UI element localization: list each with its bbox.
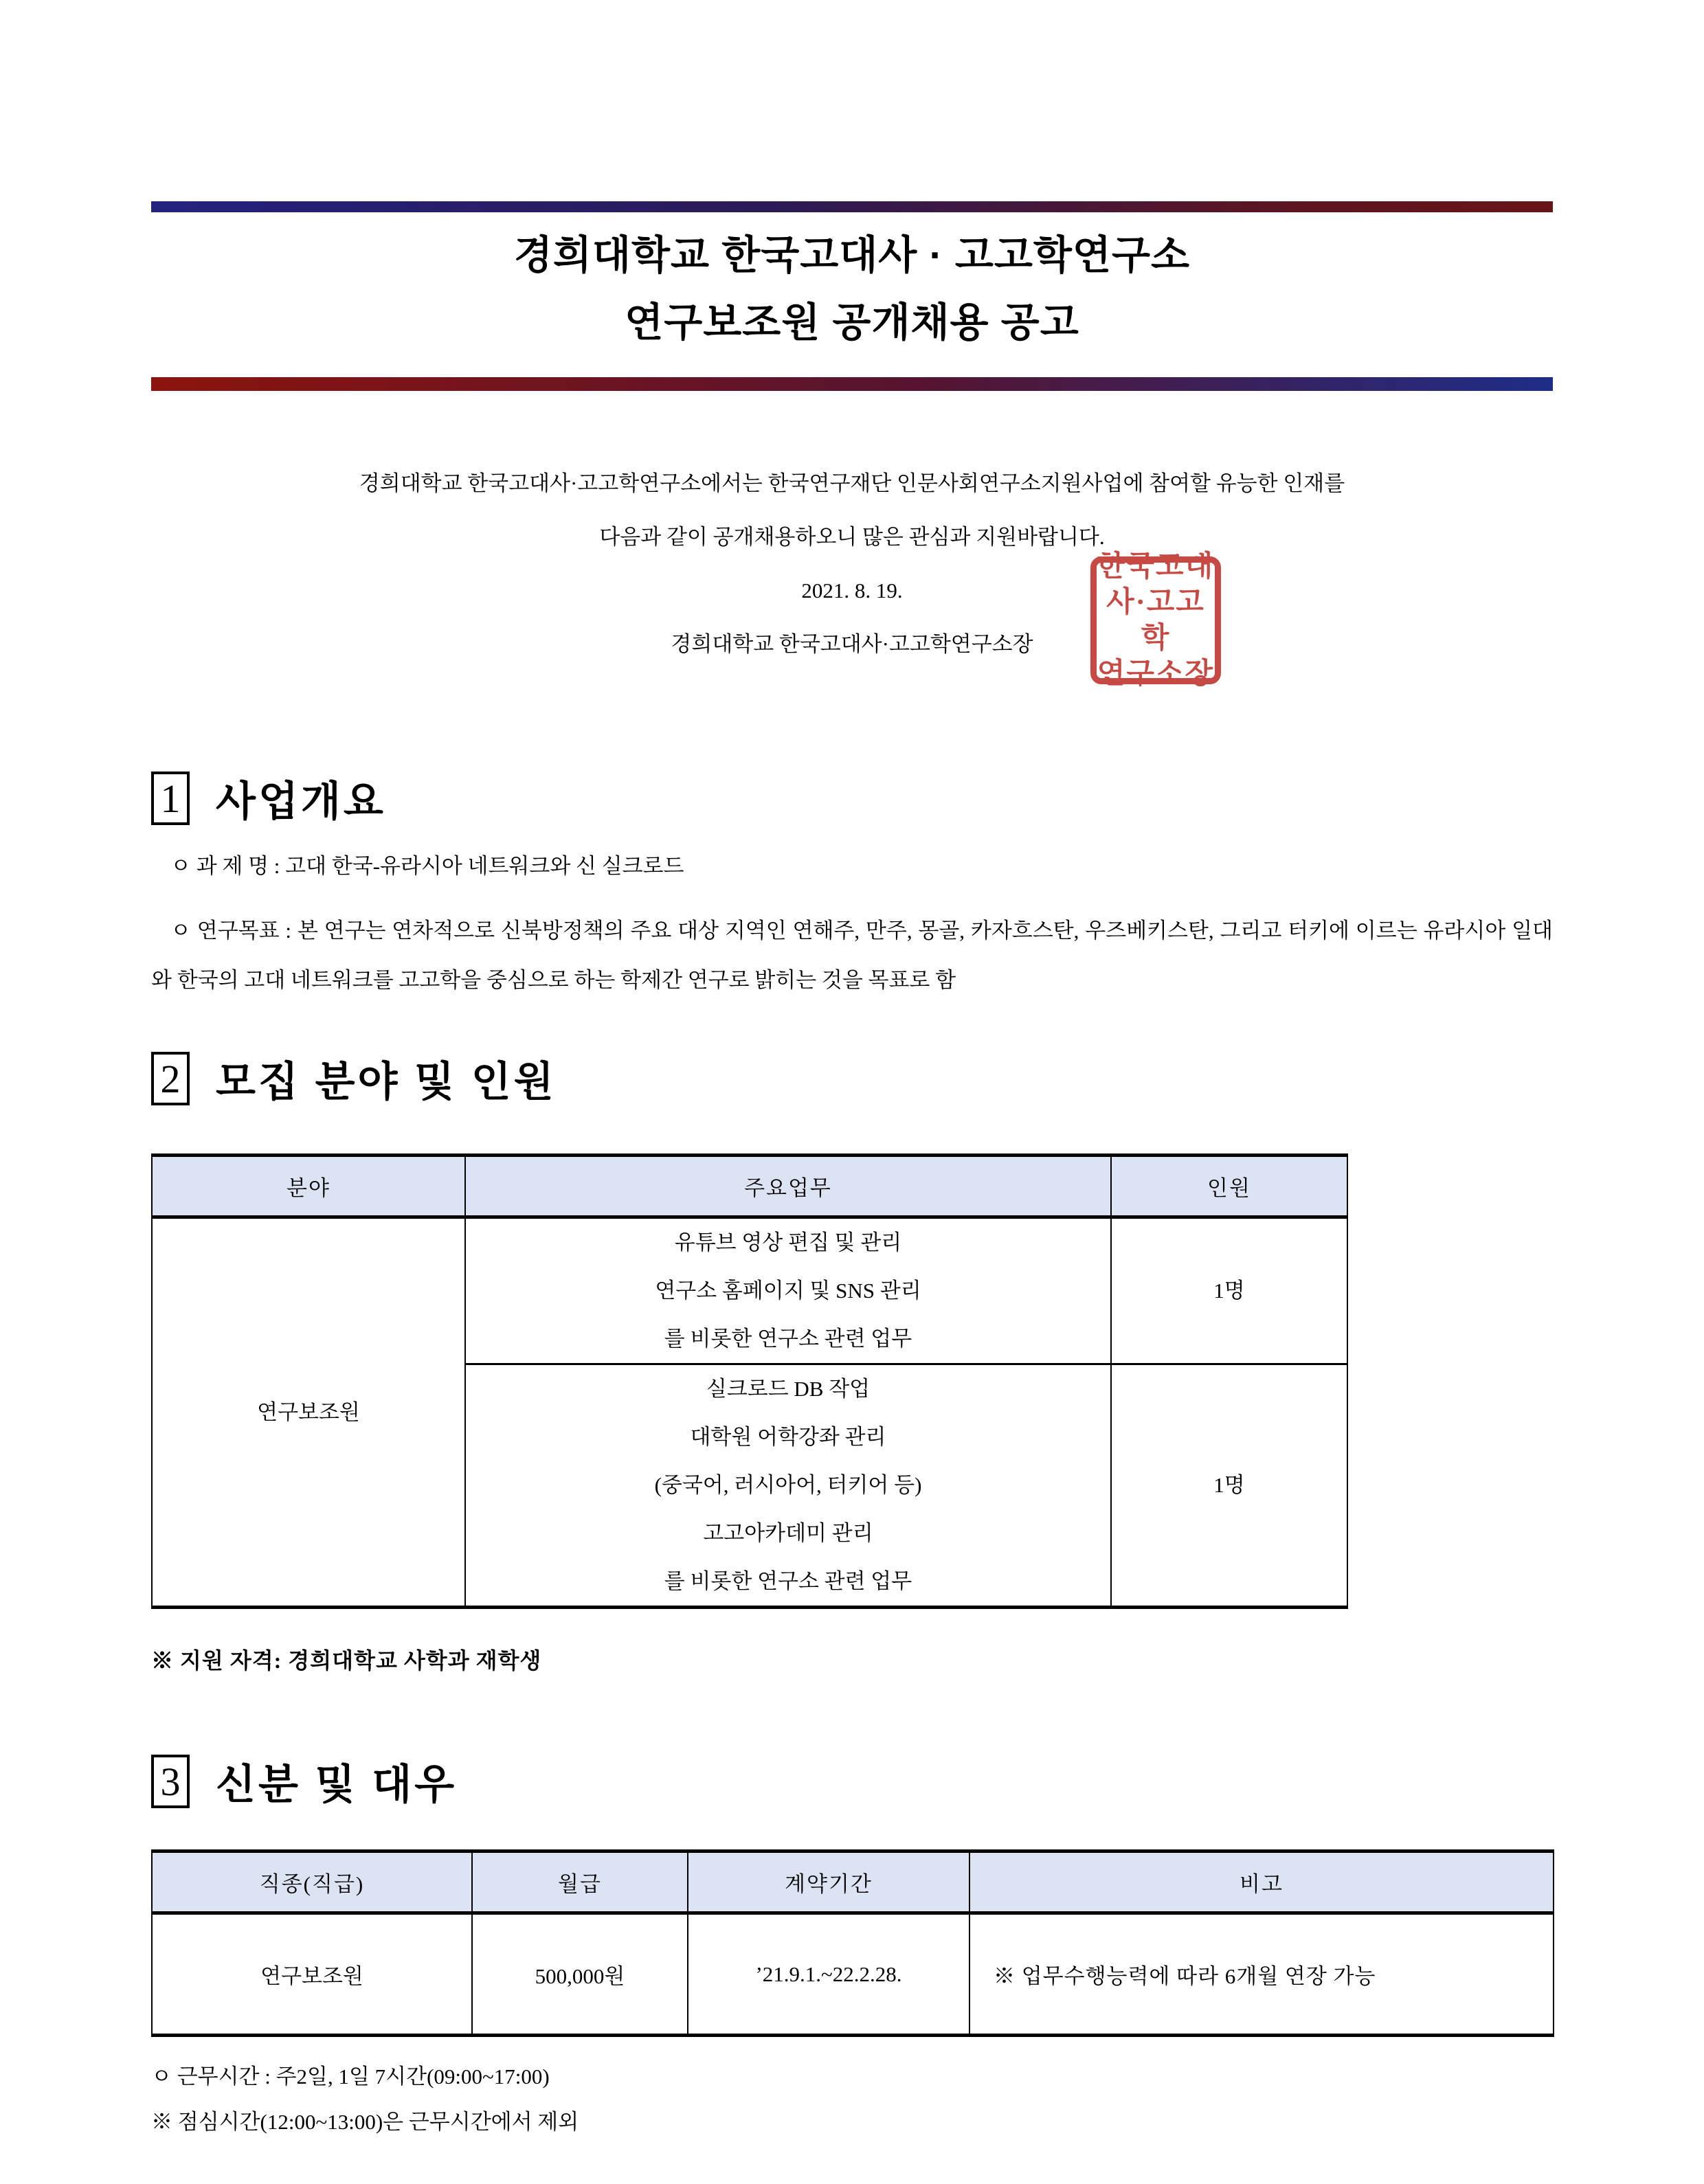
working-hours-line: ㅇ 근무시간 : 주2일, 1일 7시간(09:00~17:00) xyxy=(151,2064,550,2089)
salary-cell: 500,000원 xyxy=(472,1913,688,2036)
section-3-heading xyxy=(151,1752,1553,1811)
table-row xyxy=(152,1217,1347,1364)
intro-block xyxy=(151,457,1553,671)
research-goal-paragraph: ㅇ 연구목표 : 본 연구는 연차적으로 신북방정책의 주요 대상 지역인 연해주, 만주, 몽골, 카자흐스탄, 우즈베키스탄, 그리고 터키에 이르는 유라시아 일대와 한국의 고대 네트워크를 고고학을 중심으로 하는 학제간 연구로 밝히는 것을 목표로 함 xyxy=(151,919,1553,992)
col-header-period: 계약기간 xyxy=(688,1851,969,1913)
title-line-1: 경희대학교 한국고대사 · 고고학연구소 xyxy=(513,233,1191,278)
seal-text-line: 사·고고학 xyxy=(1106,587,1205,654)
duty-line: 를 비롯한 연구소 관련 업무 xyxy=(664,1327,912,1351)
table-row xyxy=(152,1913,1554,2036)
duty-line: 대학원 어학강좌 관리 xyxy=(690,1425,886,1449)
director-seal-stamp xyxy=(1090,551,1221,690)
title-line-2: 연구보조원 공개채용 공고 xyxy=(625,300,1079,345)
section-1-heading xyxy=(151,769,1553,828)
remark-cell: ※ 업무수행능력에 따라 6개월 연장 가능 xyxy=(969,1913,1554,2036)
col-header-duties: 주요업무 xyxy=(465,1156,1111,1217)
project-name-line: ㅇ 과 제 명 : 고대 한국-유라시아 네트워크와 신 실크로드 xyxy=(170,854,684,878)
title-bottom-gradient-bar xyxy=(151,377,1553,391)
field-cell: 연구보조원 xyxy=(152,1217,465,1608)
section-1-number-box: 1 xyxy=(151,772,190,825)
recruitment-table xyxy=(151,1153,1348,1609)
section-1-title: 사업개요 xyxy=(216,778,386,824)
intro-line-2: 다음과 같이 공개채용하오니 많은 관심과 지원바랍니다. xyxy=(599,525,1105,549)
col-header-position: 직종(직급) xyxy=(152,1851,472,1913)
duty-line: (중국어, 러시아어, 터키어 등) xyxy=(654,1473,922,1497)
duty-line: 를 비롯한 연구소 관련 업무 xyxy=(664,1569,912,1593)
duty-line: 고고아카데미 관리 xyxy=(703,1521,873,1545)
intro-line-1: 경희대학교 한국고대사·고고학연구소에서는 한국연구재단 인문사회연구소지원사업에 참여할 유능한 인재를 xyxy=(359,471,1345,495)
section-3-title: 신분 및 대우 xyxy=(216,1761,458,1808)
duties-cell-2 xyxy=(465,1364,1111,1608)
document-title xyxy=(151,222,1553,357)
section-2-heading xyxy=(151,1049,1553,1108)
col-header-remark: 비고 xyxy=(969,1851,1554,1913)
signer-line: 경희대학교 한국고대사·고고학연구소장 xyxy=(671,632,1033,656)
count-cell-2: 1명 xyxy=(1111,1364,1347,1608)
duty-line: 연구소 홈페이지 및 SNS 관리 xyxy=(655,1279,921,1303)
position-cell: 연구보조원 xyxy=(152,1913,472,2036)
duty-line: 실크로드 DB 작업 xyxy=(706,1377,871,1401)
duty-line: 유튜브 영상 편집 및 관리 xyxy=(674,1230,902,1254)
title-top-gradient-bar xyxy=(151,201,1553,212)
col-header-salary: 월급 xyxy=(472,1851,688,1913)
seal-text-line: 연구소장 xyxy=(1097,658,1215,690)
eligibility-note: ※ 지원 자격: 경희대학교 사학과 재학생 xyxy=(151,1648,542,1673)
seal-text-line: 한국고대 xyxy=(1097,551,1215,583)
section-3-number-box: 3 xyxy=(151,1755,190,1808)
col-header-count: 인원 xyxy=(1111,1156,1347,1217)
period-cell: ’21.9.1.~22.2.28. xyxy=(688,1913,969,2036)
section-2-number-box: 2 xyxy=(151,1052,190,1105)
duties-cell-1 xyxy=(465,1217,1111,1364)
lunch-time-line: ※ 점심시간(12:00~13:00)은 근무시간에서 제외 xyxy=(151,2110,579,2134)
announcement-date: 2021. 8. 19. xyxy=(801,578,903,603)
recruitment-table-header-row xyxy=(152,1156,1347,1217)
section-2-title: 모집 분야 및 인원 xyxy=(216,1059,557,1105)
terms-table xyxy=(151,1849,1554,2037)
col-header-field: 분야 xyxy=(152,1156,465,1217)
count-cell-1: 1명 xyxy=(1111,1217,1347,1364)
terms-table-header-row xyxy=(152,1851,1554,1913)
